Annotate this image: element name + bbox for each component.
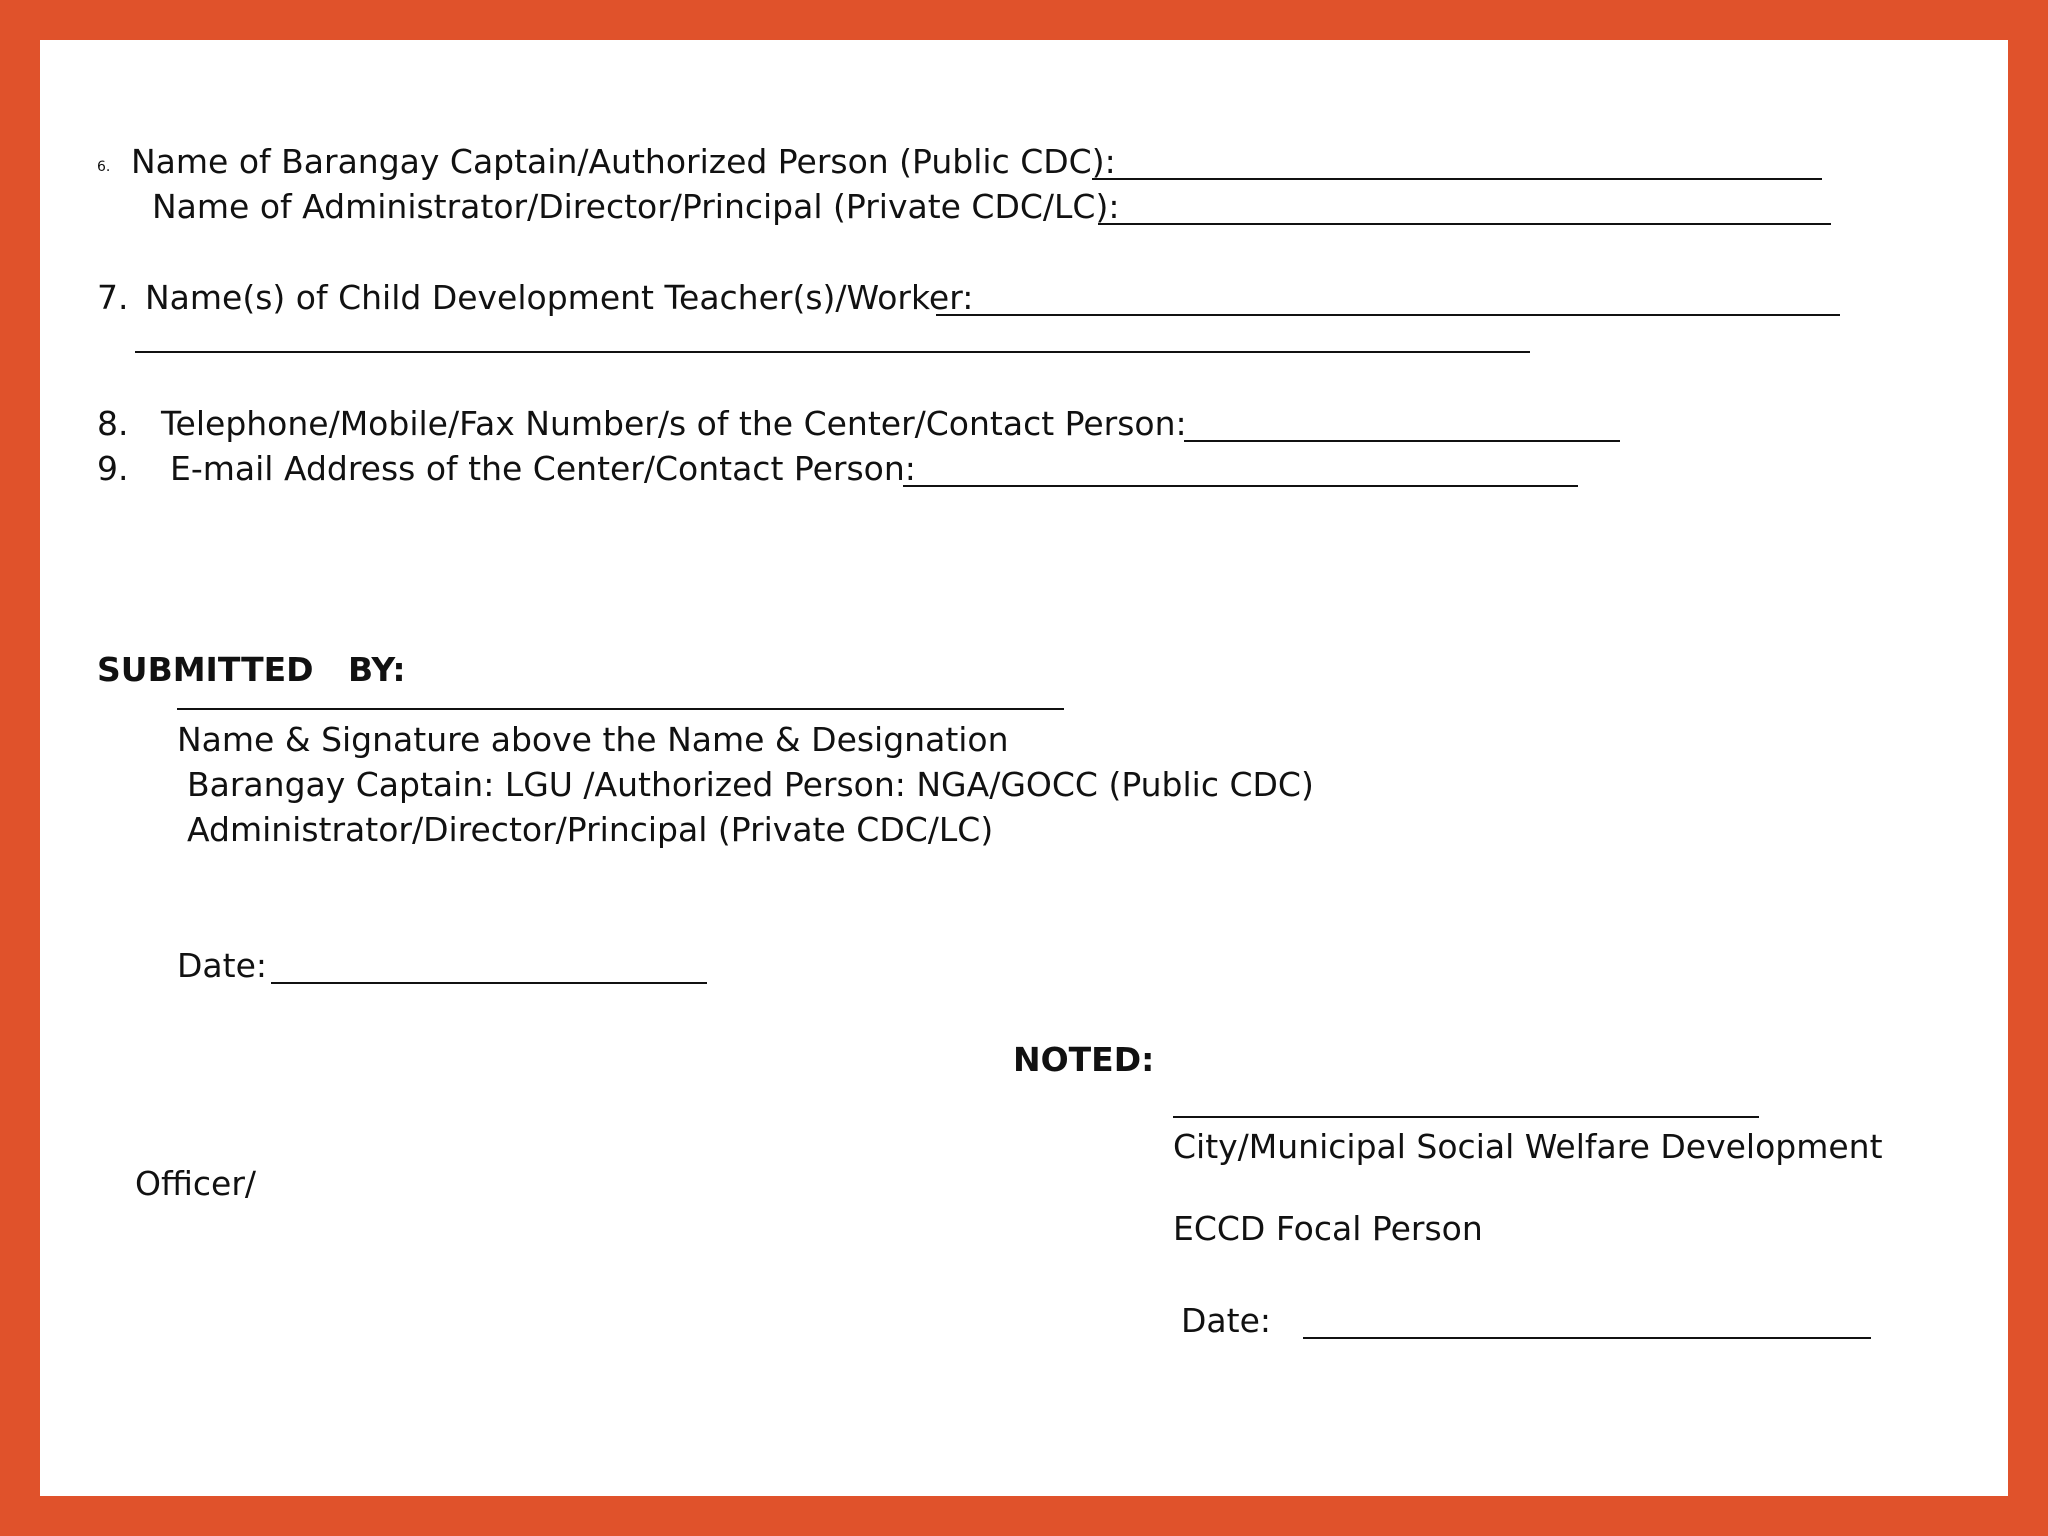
- item9-number: 9.: [97, 449, 129, 488]
- item7-blank-1[interactable]: [936, 314, 1840, 316]
- submitted-date-blank[interactable]: [271, 982, 707, 984]
- noted-signature-line[interactable]: [1173, 1116, 1759, 1118]
- noted-caption-2: ECCD Focal Person: [1173, 1209, 1483, 1248]
- item7-number: 7.: [97, 278, 129, 317]
- noted-date-label: Date:: [1181, 1301, 1271, 1340]
- noted-officer-text: Officer/: [135, 1164, 257, 1203]
- item6-public-label: Name of Barangay Captain/Authorized Person (Public CDC):: [131, 142, 1116, 181]
- item6-public-blank[interactable]: [1092, 178, 1822, 180]
- noted-date-blank[interactable]: [1303, 1337, 1871, 1339]
- item7-blank-2[interactable]: [135, 351, 1530, 353]
- item6-private-blank[interactable]: [1098, 223, 1831, 225]
- noted-caption-1: City/Municipal Social Welfare Development: [1173, 1127, 1883, 1166]
- noted-heading: NOTED:: [1013, 1040, 1155, 1079]
- submitted-signature-line[interactable]: [177, 708, 1064, 710]
- item8-number: 8.: [97, 404, 129, 443]
- submitted-caption-1: Name & Signature above the Name & Designation: [177, 720, 1009, 759]
- submitted-by-heading: SUBMITTED BY:: [97, 650, 406, 689]
- item9-label: E-mail Address of the Center/Contact Person:: [170, 449, 916, 488]
- form-page: [40, 40, 2008, 1496]
- item8-blank[interactable]: [1184, 440, 1620, 442]
- submitted-date-label: Date:: [177, 946, 267, 985]
- submitted-caption-2: Barangay Captain: LGU /Authorized Person: NGA/GOCC (Public CDC): [187, 765, 1314, 804]
- item9-blank[interactable]: [903, 485, 1578, 487]
- item6-private-label: Name of Administrator/Director/Principal (Private CDC/LC):: [152, 187, 1120, 226]
- submitted-caption-3: Administrator/Director/Principal (Private CDC/LC): [187, 810, 994, 849]
- item6-number: 6.: [97, 159, 111, 175]
- item8-label: Telephone/Mobile/Fax Number/s of the Center/Contact Person:: [161, 404, 1187, 443]
- item7-label: Name(s) of Child Development Teacher(s)/Worker:: [145, 278, 974, 317]
